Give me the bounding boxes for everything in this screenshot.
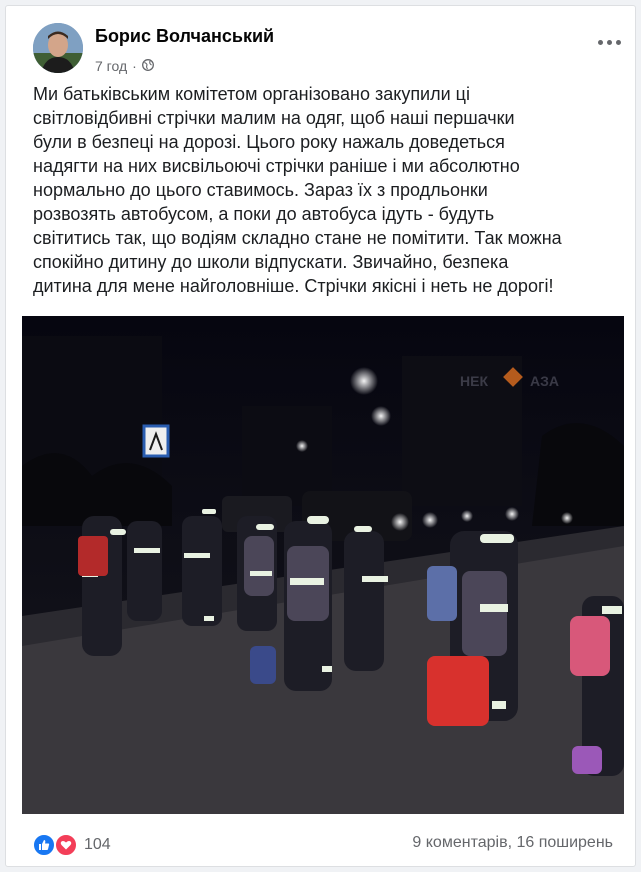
reaction-count: 104 xyxy=(84,836,111,853)
post-text: Ми батьківським комітетом організовано закупили ці світловідбивні стрічки малим на одяг, щоб наші першачки були в безпеці на дорозі. Цього року нажаль доведеться надягти на них висвільоючі стрічки раніше і ми абсолютно нормально до цього ставимось. Зараз їх з продльонки розвозять автобусом, а поки до автобуса ідуть - будуть світитись так, що водіям складно стане не помітити. Так можна спокійно дитину до школи відпускати. Звичайно, безпека дитина для мене найголовніше. Стрічки якісні і неть не дорогі! xyxy=(33,84,562,296)
avatar[interactable] xyxy=(33,23,83,73)
like-reaction-icon xyxy=(32,833,56,857)
shares-link[interactable]: 16 поширень xyxy=(516,834,613,851)
post-card xyxy=(5,5,636,867)
svg-text:АЗА: АЗА xyxy=(530,373,559,389)
post-meta: 7 год · xyxy=(95,58,154,74)
more-options-icon[interactable] xyxy=(598,40,621,45)
author-name[interactable]: Борис Волчанський xyxy=(95,26,275,46)
love-reaction-icon xyxy=(54,833,78,857)
post-time[interactable]: 7 год xyxy=(95,58,128,74)
engagement-counts: 9 коментарів, 16 поширень xyxy=(412,834,613,851)
globe-icon xyxy=(142,58,154,74)
svg-text:НЕК: НЕК xyxy=(460,373,488,389)
comments-link[interactable]: 9 коментарів xyxy=(412,834,508,851)
reaction-summary[interactable] xyxy=(32,833,111,857)
post-photo[interactable] xyxy=(22,316,624,814)
